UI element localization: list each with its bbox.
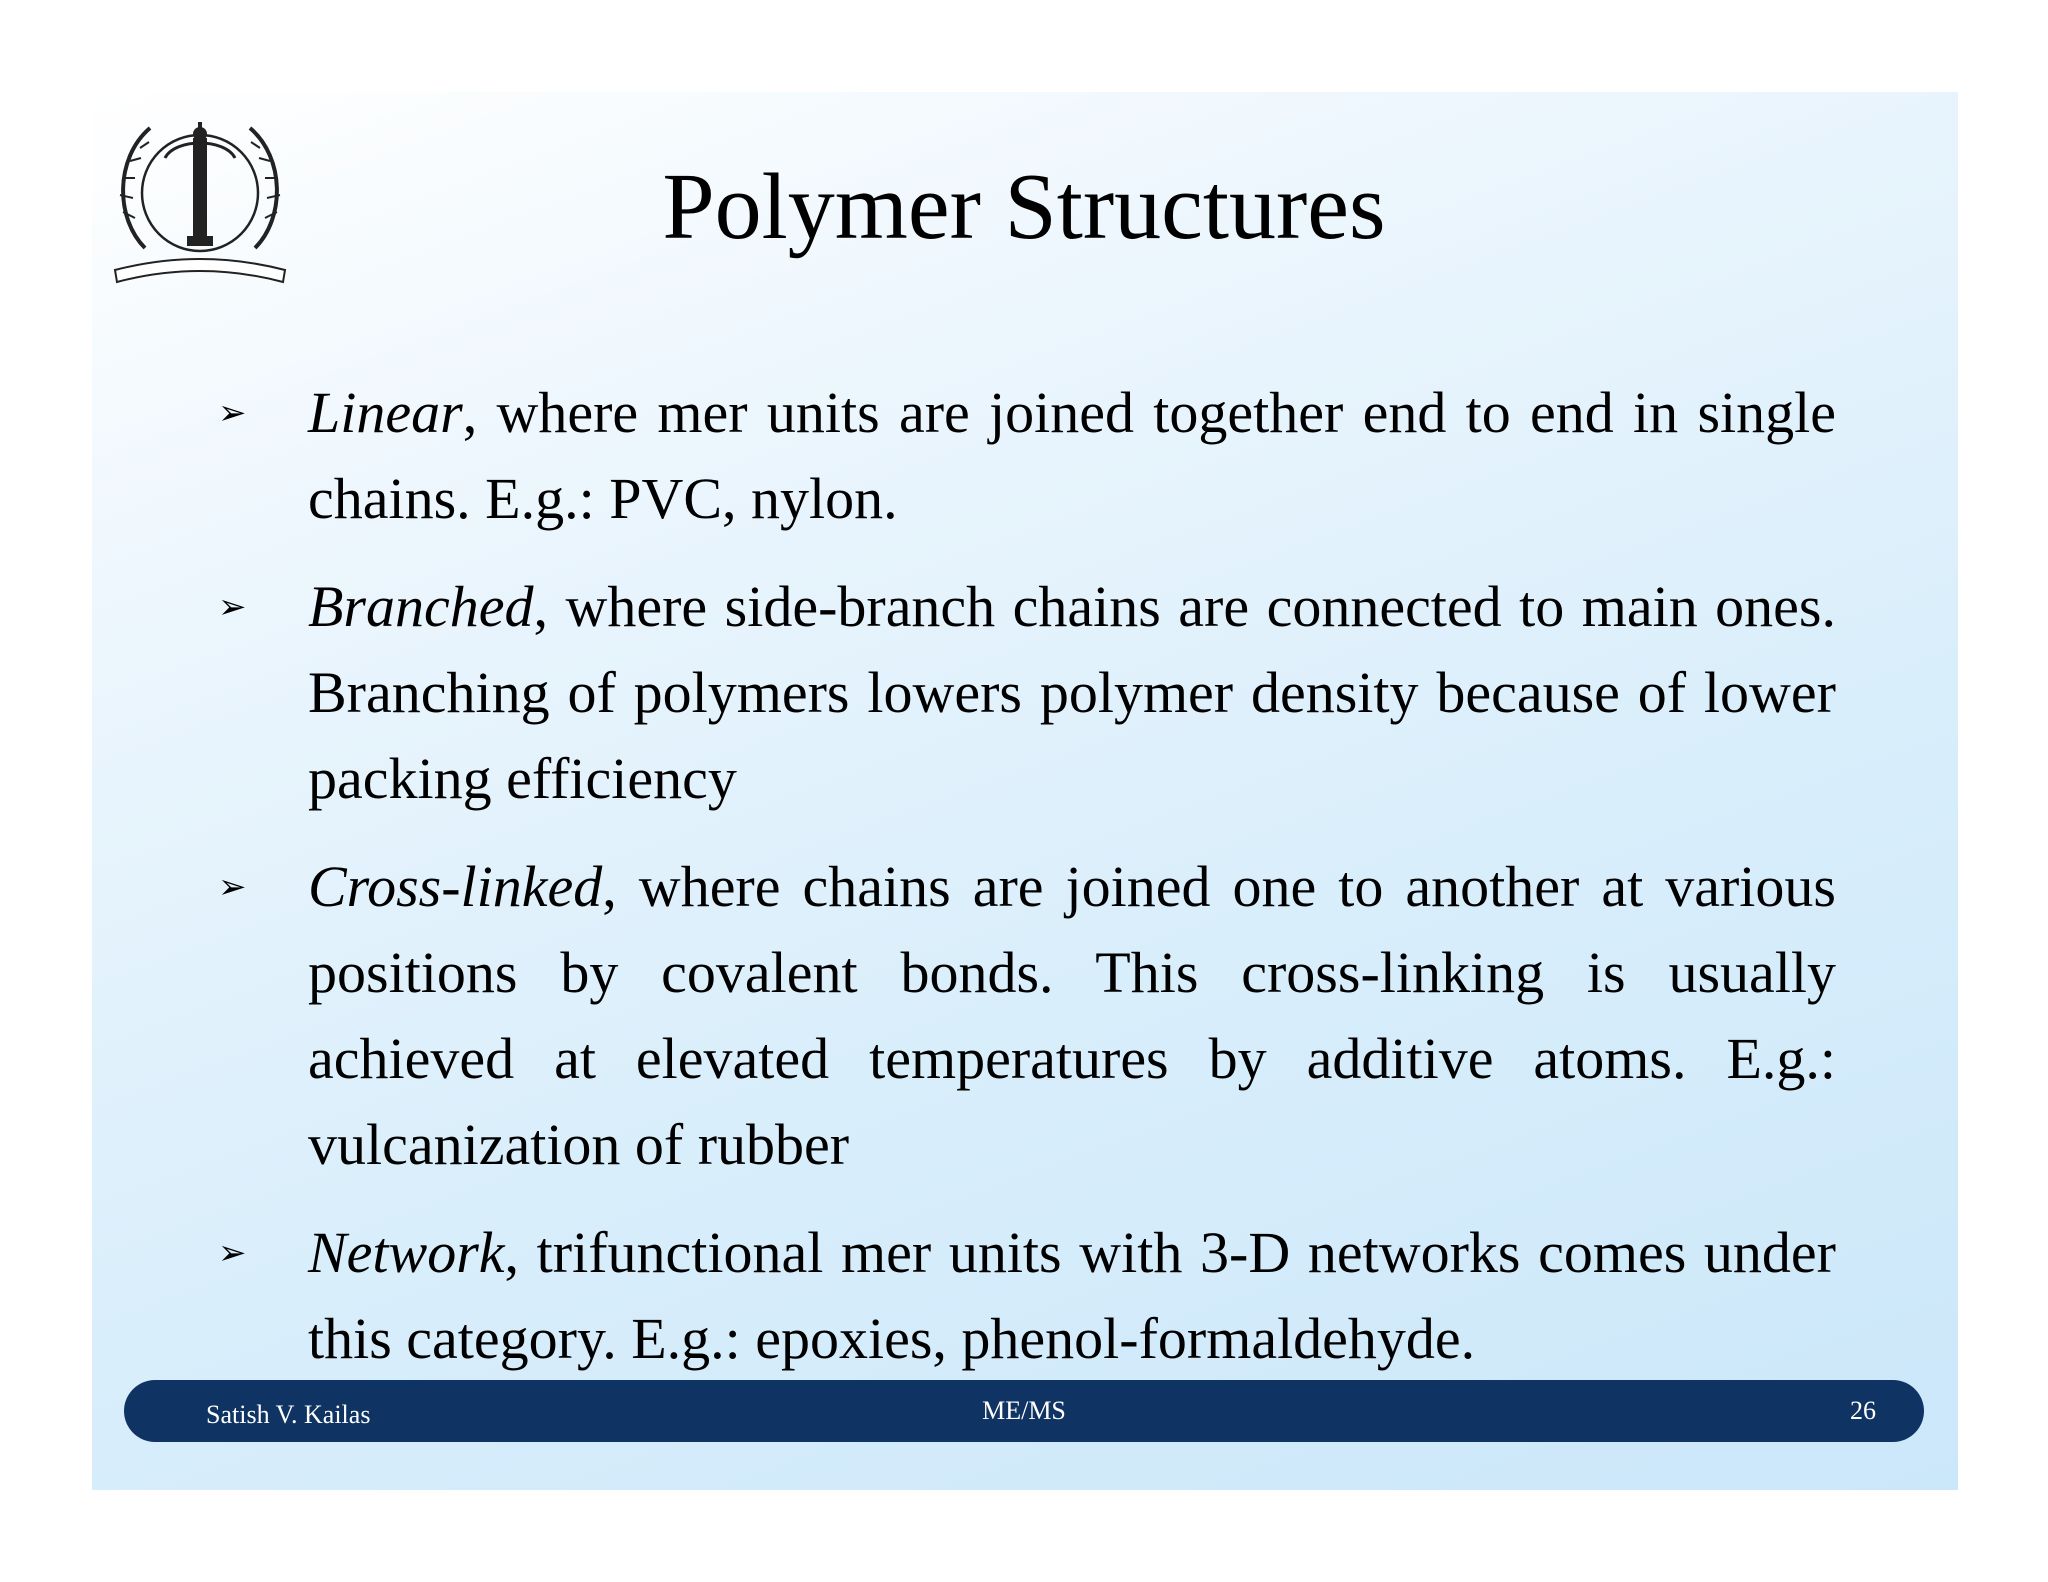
arrow-bullet-icon: ➢	[218, 587, 247, 627]
bullet-text: , where side-branch chains are connected to main ones. Branching of polymers lowers polymer density because of lower packing efficiency	[308, 574, 1836, 811]
bullet-item-cross-linked	[210, 844, 1836, 1188]
footer-course: ME/MS	[982, 1396, 1066, 1425]
bullet-term: Cross-linked	[308, 854, 603, 919]
bullet-term: Linear	[308, 380, 463, 445]
footer-author: Satish V. Kailas	[206, 1400, 371, 1429]
arrow-bullet-icon: ➢	[218, 1233, 247, 1273]
bullet-text: , where mer units are joined together end to end in single chains. E.g.: PVC, nylon.	[308, 380, 1836, 531]
arrow-bullet-icon: ➢	[218, 867, 247, 907]
bullet-term: Network	[308, 1220, 505, 1285]
footer-bar	[124, 1380, 1924, 1442]
bullet-list	[210, 370, 1836, 1404]
page-number: 26	[1850, 1396, 1876, 1425]
bullet-item-branched	[210, 564, 1836, 822]
bullet-term: Branched	[308, 574, 534, 639]
bullet-item-network	[210, 1210, 1836, 1382]
bullet-text: , trifunctional mer units with 3-D networks comes under this category. E.g.: epoxies, phenol-formaldehyde.	[308, 1220, 1836, 1371]
slide-title: Polymer Structures	[662, 155, 1386, 259]
bullet-text: , where chains are joined one to another at various positions by covalent bonds. This cross-linking is usually achieved at elevated temperatures by additive atoms. E.g.: vulcanization of rubber	[308, 854, 1836, 1177]
arrow-bullet-icon: ➢	[218, 393, 247, 433]
bullet-item-linear	[210, 370, 1836, 542]
